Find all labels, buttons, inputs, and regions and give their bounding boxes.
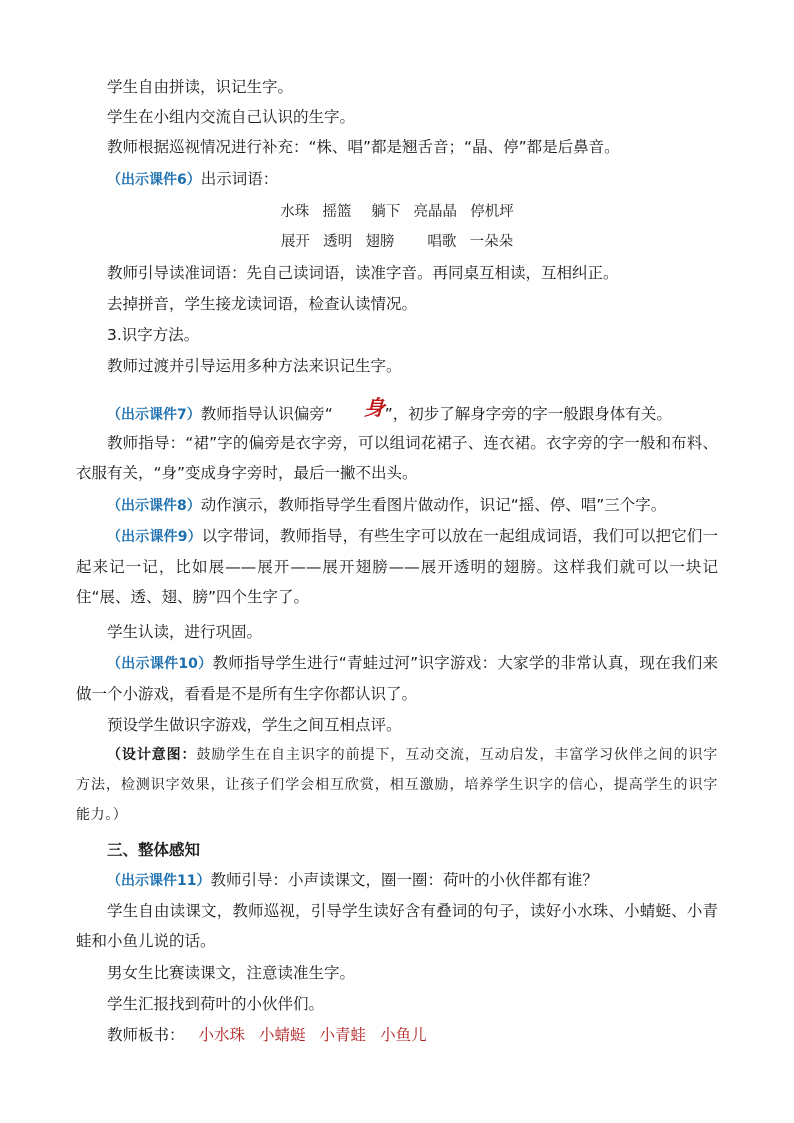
paragraph	[76, 648, 718, 709]
section-heading: 三、整体感知	[107, 841, 201, 859]
paragraph	[76, 1020, 718, 1050]
vocab-line-2: 展开 透明 翅膀 唱歌 一朵朵	[280, 234, 514, 250]
paragraph	[76, 164, 718, 195]
courseware-tag: （出示课件8）	[107, 498, 201, 514]
paragraph	[76, 351, 718, 381]
courseware-tag: （出示课件10）	[107, 656, 213, 672]
paragraph	[76, 896, 718, 956]
text: 动作演示，教师指导学生看图片做动作，识记“摇、停、唱”三个字。	[200, 496, 667, 514]
paragraph	[76, 397, 718, 430]
paragraph	[76, 258, 718, 288]
text: 以字带词，教师指导，有些生字可以放在一起组成词语，我们可以把它们一起来记一记，比如展——展开——展开翅膀——展开透明的翅膀。这样我们就可以一块记住“展、透、翅、膀”四个生字了。	[76, 527, 718, 606]
paragraph	[76, 428, 718, 488]
board-item: 小水珠	[198, 1026, 246, 1044]
paragraph	[76, 289, 718, 319]
courseware-tag: （出示课件11）	[107, 873, 211, 889]
paragraph	[76, 617, 718, 647]
text: 教师引导：小声读课文，圈一圈：荷叶的小伙伴都有谁？	[210, 871, 598, 889]
radical-glyph: 身	[363, 395, 385, 420]
text: 教师指导学生进行“青蛙过河”识字游戏：大家学的非常认真，现在我们来做一个小游戏，看看是不是所有生字你都认识了。	[76, 654, 719, 703]
paragraph	[76, 132, 718, 162]
board-label: 教师板书：	[107, 1026, 185, 1044]
vocab-line-1: 水珠 摇篮 躺下 亮晶晶 停机坪	[280, 204, 514, 220]
courseware-tag: （出示课件9）	[107, 529, 202, 545]
paragraph	[76, 710, 718, 740]
text: 学生认读，进行巩固。	[107, 623, 263, 641]
paragraph	[76, 989, 718, 1019]
text: 教师引导读准词语：先自己读词语，读准字音。再同桌互相读，互相纠正。	[107, 264, 619, 282]
text: ”，初步了解身字旁的字一般跟身体有关。	[384, 405, 672, 423]
courseware-tag: （出示课件6）	[107, 172, 201, 188]
text: 学生自由拼读，识记生字。	[107, 78, 294, 96]
paragraph	[76, 865, 718, 896]
text: 学生汇报找到荷叶的小伙伴们。	[107, 995, 325, 1013]
courseware-tag: （出示课件7）	[107, 407, 201, 423]
paragraph	[76, 958, 718, 988]
text: 学生自由读课文，教师巡视，引导学生读好含有叠词的句子，读好小水珠、小蜻蜓、小青蛙和小鱼儿说的话。	[76, 902, 718, 950]
text: 预设学生做识字游戏，学生之间互相点评。	[107, 716, 402, 734]
paragraph	[76, 72, 718, 102]
text: 教师指导认识偏旁“	[200, 405, 333, 423]
paragraph	[76, 490, 718, 521]
board-item: 小鱼儿	[380, 1026, 427, 1044]
text: 教师指导：“裙”字的偏旁是衣字旁，可以组词花裙子、连衣裙。衣字旁的字一般和布料、衣服有关，“身”变成身字旁时，最后一撇不出头。	[76, 434, 718, 482]
paragraph	[76, 320, 718, 350]
text: 教师根据巡视情况进行补充：“株、唱”都是翘舌音；“晶、停”都是后鼻音。	[107, 138, 620, 156]
board-item: 小青蛙	[319, 1026, 367, 1044]
design-intent-note	[76, 740, 718, 830]
design-intent-label: （设计意图：	[107, 747, 197, 763]
text: 3.识字方法。	[107, 326, 200, 344]
text: 教师过渡并引导运用多种方法来识记生字。	[107, 357, 402, 375]
design-intent-text: 鼓励学生在自主识字的前提下，互动交流，互动启发，丰富学习伙伴之间的识字方法，检测识字效果，让孩子们学会相互欣赏，相互激励，培养学生识字的信心，提高学生的识字能力。）	[76, 747, 718, 823]
text: 学生在小组内交流自己认识的生字。	[107, 108, 356, 126]
paragraph	[76, 102, 718, 132]
text: 出示词语：	[200, 170, 279, 188]
board-item: 小蜻蜓	[259, 1026, 306, 1044]
text: 男女生比赛读课文，注意读准生字。	[107, 964, 356, 982]
text: 去掉拼音，学生接龙读词语，检查认读情况。	[107, 295, 418, 313]
paragraph	[76, 521, 718, 612]
